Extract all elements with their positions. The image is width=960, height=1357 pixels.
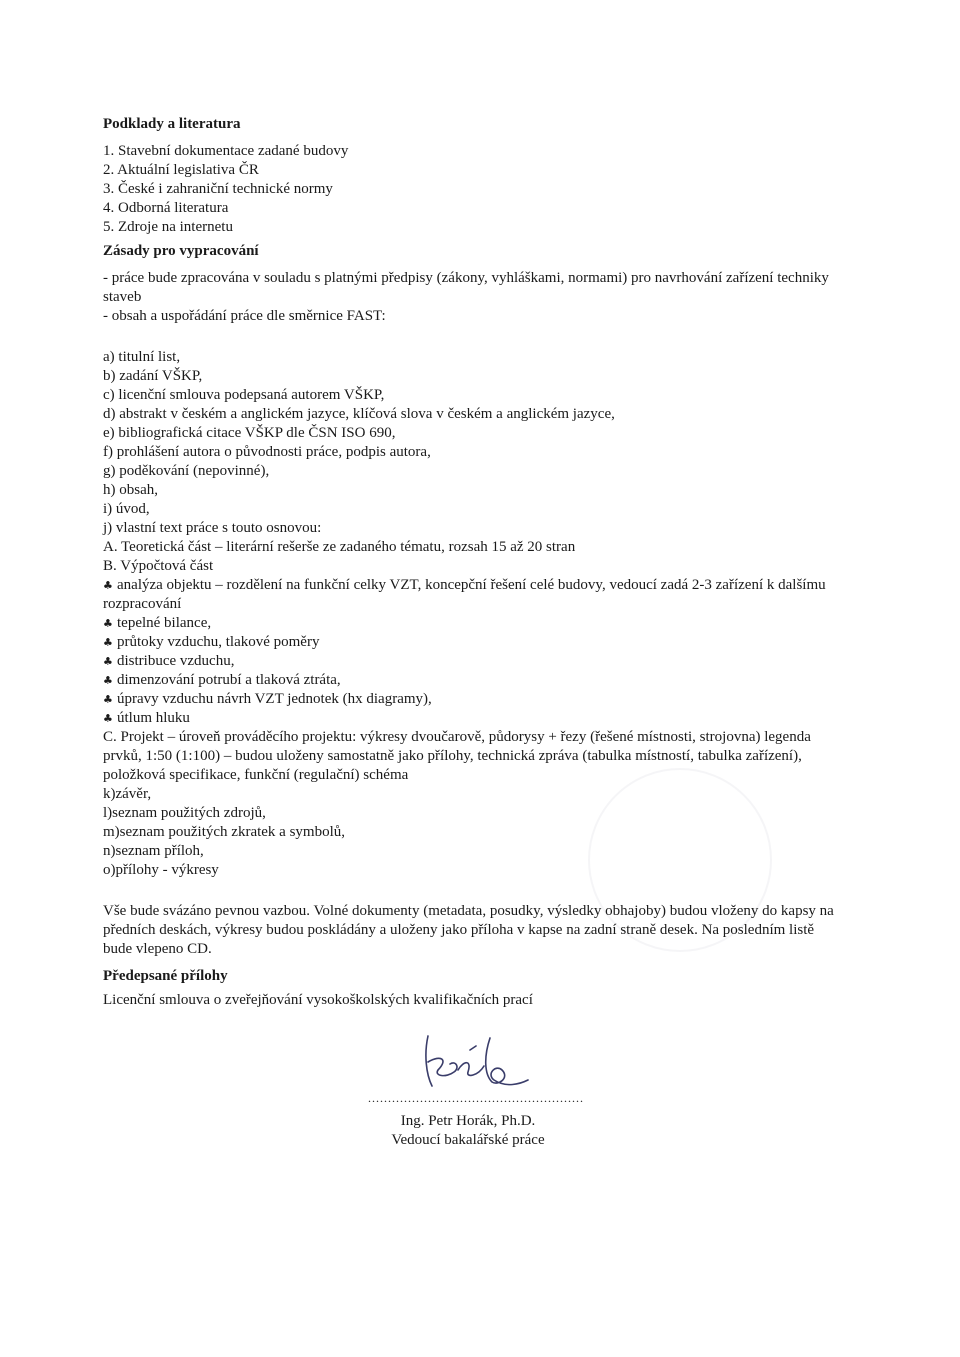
signature-block	[368, 1030, 584, 1150]
tail-item: k)závěr,	[103, 786, 152, 802]
club-bullet-icon: ♣	[103, 636, 113, 649]
tail-item: n)seznam příloh,	[103, 843, 204, 859]
club-bullet-icon: ♣	[103, 579, 113, 592]
part-c: C. Projekt – úroveň prováděcího projektu: výkresy dvoučarově, půdorysy + řezy (řešené místnosti, strojovna) legenda prvků, 1:50 (1:100) – budou uloženy samostatně jako přílohy, technická zpráva (tabulka místností, tabulka zařízení), položková specifikace, funkční (regulační) schéma	[103, 729, 811, 783]
structure-item: j) vlastní text práce s touto osnovou:	[103, 520, 322, 536]
paragraph-vazba: Vše bude svázáno pevnou vazbou. Volné dokumenty (metadata, posudky, výsledky obhajoby) budou vloženy do kapsy na předních deskách, výkresy budou poskládány a uloženy jako příloha v kapse na zadní straně desek. Na posledním listě bude vlepeno CD.	[103, 903, 834, 957]
signer-name: Ing. Petr Horák, Ph.D.	[400, 1113, 536, 1129]
club-bullet-icon: ♣	[103, 617, 113, 630]
bullet-item	[103, 709, 843, 728]
bullet-text: dimenzování potrubí a tlaková ztráta,	[117, 672, 341, 688]
tail-item: o)přílohy - výkresy	[103, 862, 219, 878]
club-bullet-icon: ♣	[103, 712, 113, 725]
handwritten-signature	[398, 1030, 538, 1092]
structure-item: e) bibliografická citace VŠKP dle ČSN ISO 690,	[103, 425, 396, 441]
heading-zasady: Zásady pro vypracování	[103, 243, 259, 259]
club-bullet-icon: ♣	[103, 693, 113, 706]
heading-podklady: Podklady a literatura	[103, 116, 241, 132]
part-b: B. Výpočtová část	[103, 558, 214, 574]
structure-item: h) obsah,	[103, 482, 158, 498]
paragraph-predpisy: - práce bude zpracována v souladu s platnými předpisy (zákony, vyhláškami, normami) pro navrhování zařízení techniky staveb	[103, 270, 829, 305]
bullet-text: průtoky vzduchu, tlakové poměry	[117, 634, 320, 650]
structure-item: d) abstrakt v českém a anglickém jazyce, klíčová slova v českém a anglickém jazyce,	[103, 406, 615, 422]
structure-item: a) titulní list,	[103, 349, 181, 365]
structure-item: c) licenční smlouva podepsaná autorem VŠKP,	[103, 387, 385, 403]
tail-item: l)seznam použitých zdrojů,	[103, 805, 266, 821]
bullet-text: distribuce vzduchu,	[117, 653, 235, 669]
list-item: 2. Aktuální legislativa ČR	[103, 162, 259, 178]
prilohy-text: Licenční smlouva o zveřejňování vysokoškolských kvalifikačních prací	[103, 992, 533, 1008]
bullet-item	[103, 671, 843, 690]
bullet-item	[103, 690, 843, 709]
list-item: 4. Odborná literatura	[103, 200, 229, 216]
structure-item: i) úvod,	[103, 501, 150, 517]
heading-prilohy: Předepsané přílohy	[103, 968, 228, 984]
club-bullet-icon: ♣	[103, 655, 113, 668]
structure-item: b) zadání VŠKP,	[103, 368, 203, 384]
structure-item: g) poděkování (nepovinné),	[103, 463, 270, 479]
signer-role: Vedoucí bakalářské práce	[391, 1132, 545, 1148]
signature-line: ......................................................	[368, 1091, 584, 1105]
bullet-item	[103, 576, 843, 614]
club-bullet-icon: ♣	[103, 674, 113, 687]
bullet-text: tepelné bilance,	[117, 615, 212, 631]
list-item: 5. Zdroje na internetu	[103, 219, 233, 235]
bullet-text: útlum hluku	[117, 710, 190, 726]
structure-item: f) prohlášení autora o původnosti práce, podpis autora,	[103, 444, 431, 460]
paragraph-obsah: - obsah a uspořádání práce dle směrnice FAST:	[103, 308, 386, 324]
list-item: 3. České i zahraniční technické normy	[103, 181, 333, 197]
bullet-item	[103, 614, 843, 633]
tail-item: m)seznam použitých zkratek a symbolů,	[103, 824, 346, 840]
bullet-item	[103, 652, 843, 671]
bullet-text: úpravy vzduchu návrh VZT jednotek (hx diagramy),	[117, 691, 432, 707]
bullet-text: analýza objektu – rozdělení na funkční celky VZT, koncepční řešení celé budovy, vedoucí zadá 2-3 zařízení k dalšímu rozpracování	[103, 577, 826, 612]
part-a: A. Teoretická část – literární rešerše ze zadaného tématu, rozsah 15 až 20 stran	[103, 539, 576, 555]
list-item: 1. Stavební dokumentace zadané budovy	[103, 143, 349, 159]
bullet-item	[103, 633, 843, 652]
document-body	[103, 115, 843, 1010]
